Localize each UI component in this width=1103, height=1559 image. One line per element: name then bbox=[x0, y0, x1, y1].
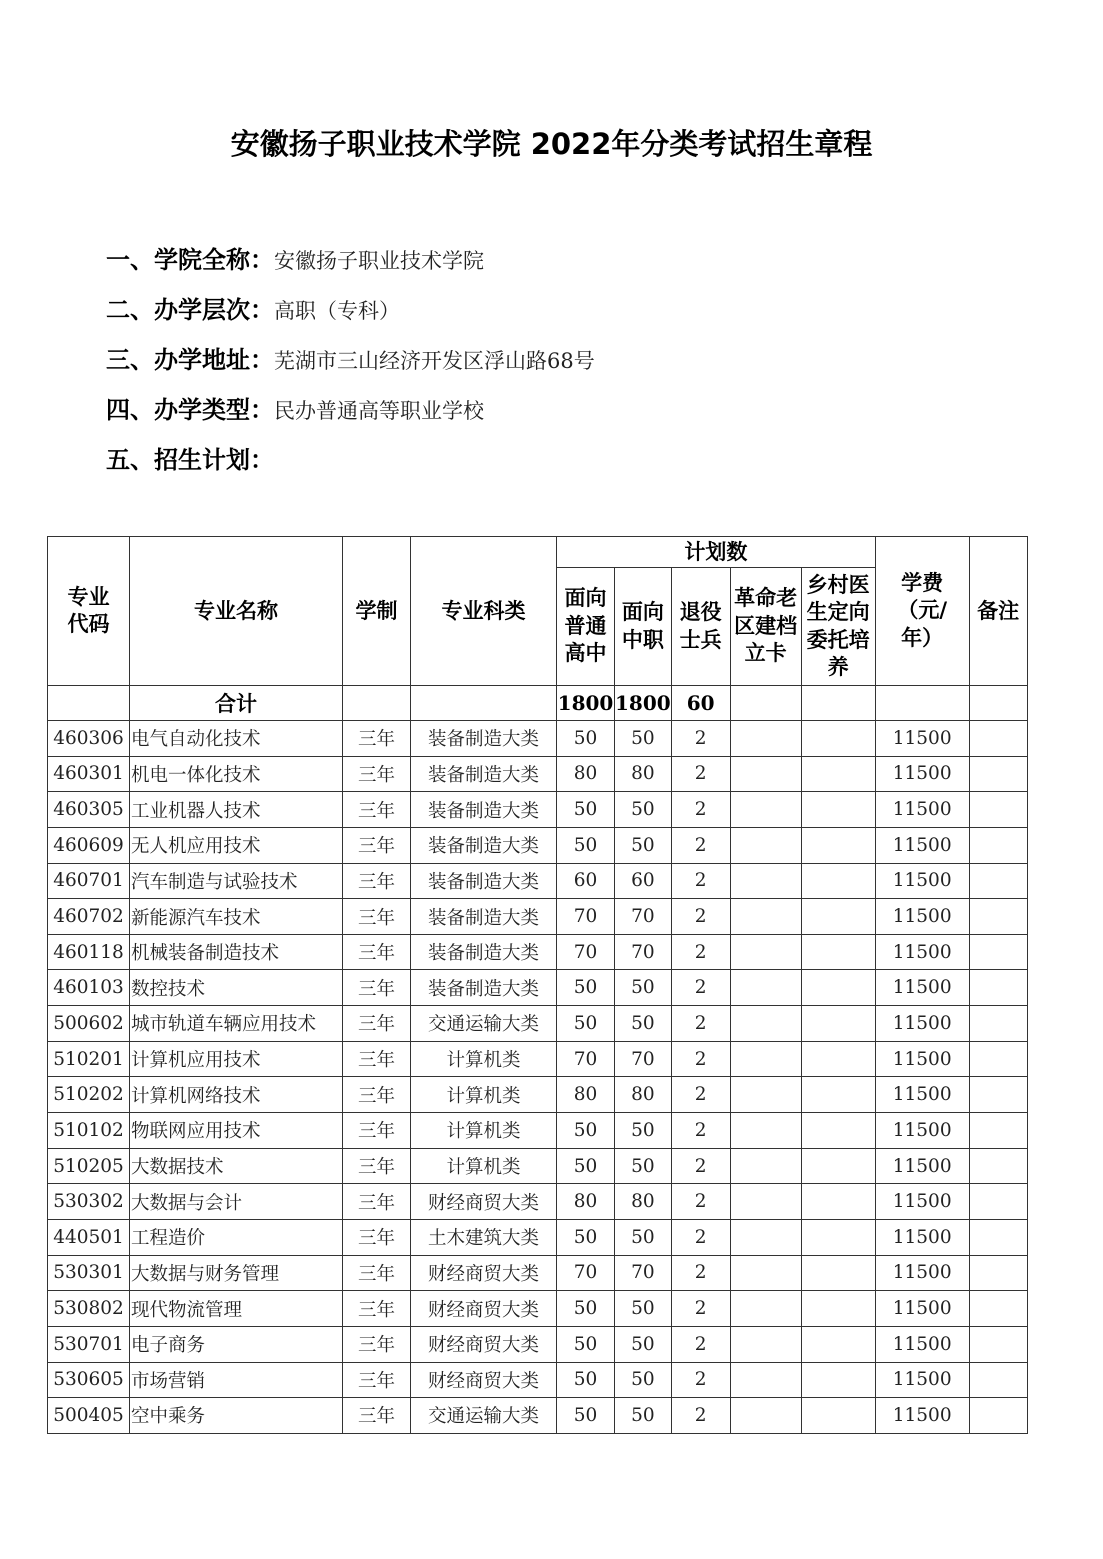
cell-category: 计算机类 bbox=[411, 1041, 557, 1077]
cell-duration: 三年 bbox=[343, 721, 411, 757]
header-category: 专业科类 bbox=[411, 537, 557, 686]
cell-revolutionary bbox=[730, 827, 801, 863]
cell-veterans: 2 bbox=[671, 756, 730, 792]
cell-remarks bbox=[969, 756, 1027, 792]
cell-tuition: 11500 bbox=[875, 792, 969, 828]
cell-revolutionary bbox=[730, 1362, 801, 1398]
cell-general-hs: 50 bbox=[557, 1362, 615, 1398]
total-tuition bbox=[875, 686, 969, 721]
table-row bbox=[48, 1148, 1028, 1184]
cell-duration: 三年 bbox=[343, 863, 411, 899]
cell-veterans: 2 bbox=[671, 1113, 730, 1149]
total-general-hs: 1800 bbox=[557, 686, 615, 721]
cell-rural-doctor bbox=[801, 970, 875, 1006]
header-revolutionary: 革命老区建档立卡 bbox=[730, 568, 801, 686]
cell-remarks bbox=[969, 1077, 1027, 1113]
cell-duration: 三年 bbox=[343, 1326, 411, 1362]
header-general-hs: 面向普通高中 bbox=[557, 568, 615, 686]
info-value: 高职（专科） bbox=[274, 299, 400, 323]
header-name: 专业名称 bbox=[130, 537, 343, 686]
cell-remarks bbox=[969, 1184, 1027, 1220]
cell-category: 土木建筑大类 bbox=[411, 1219, 557, 1255]
total-row bbox=[48, 686, 1028, 721]
cell-general-hs: 70 bbox=[557, 1041, 615, 1077]
cell-vocational: 50 bbox=[615, 970, 672, 1006]
cell-vocational: 50 bbox=[615, 1113, 672, 1149]
table-header-row bbox=[48, 537, 1028, 568]
total-label: 合计 bbox=[130, 686, 343, 721]
cell-code: 460118 bbox=[48, 934, 130, 970]
cell-code: 510102 bbox=[48, 1113, 130, 1149]
cell-category: 财经商贸大类 bbox=[411, 1184, 557, 1220]
cell-name: 电气自动化技术 bbox=[130, 721, 343, 757]
total-revolutionary bbox=[730, 686, 801, 721]
cell-rural-doctor bbox=[801, 1148, 875, 1184]
cell-remarks bbox=[969, 1041, 1027, 1077]
cell-revolutionary bbox=[730, 1006, 801, 1042]
cell-name: 工程造价 bbox=[130, 1219, 343, 1255]
cell-code: 460301 bbox=[48, 756, 130, 792]
cell-general-hs: 50 bbox=[557, 1006, 615, 1042]
cell-revolutionary bbox=[730, 970, 801, 1006]
header-tuition: 学费（元/年） bbox=[875, 537, 969, 686]
total-category bbox=[411, 686, 557, 721]
cell-category: 计算机类 bbox=[411, 1077, 557, 1113]
header-veterans: 退役士兵 bbox=[671, 568, 730, 686]
cell-duration: 三年 bbox=[343, 827, 411, 863]
cell-category: 装备制造大类 bbox=[411, 970, 557, 1006]
cell-category: 财经商贸大类 bbox=[411, 1291, 557, 1327]
table-row bbox=[48, 1398, 1028, 1434]
info-address bbox=[106, 340, 595, 375]
cell-tuition: 11500 bbox=[875, 863, 969, 899]
cell-tuition: 11500 bbox=[875, 1113, 969, 1149]
table-row bbox=[48, 721, 1028, 757]
header-vocational: 面向中职 bbox=[615, 568, 672, 686]
cell-tuition: 11500 bbox=[875, 1077, 969, 1113]
cell-duration: 三年 bbox=[343, 1255, 411, 1291]
cell-vocational: 70 bbox=[615, 1255, 672, 1291]
cell-veterans: 2 bbox=[671, 1326, 730, 1362]
cell-veterans: 2 bbox=[671, 863, 730, 899]
cell-revolutionary bbox=[730, 1291, 801, 1327]
cell-remarks bbox=[969, 970, 1027, 1006]
cell-tuition: 11500 bbox=[875, 1041, 969, 1077]
cell-revolutionary bbox=[730, 934, 801, 970]
cell-name: 城市轨道车辆应用技术 bbox=[130, 1006, 343, 1042]
cell-category: 交通运输大类 bbox=[411, 1006, 557, 1042]
cell-revolutionary bbox=[730, 756, 801, 792]
cell-general-hs: 70 bbox=[557, 934, 615, 970]
cell-veterans: 2 bbox=[671, 1184, 730, 1220]
cell-tuition: 11500 bbox=[875, 1291, 969, 1327]
table-row bbox=[48, 1362, 1028, 1398]
cell-duration: 三年 bbox=[343, 970, 411, 1006]
table-row bbox=[48, 970, 1028, 1006]
cell-general-hs: 50 bbox=[557, 1219, 615, 1255]
cell-veterans: 2 bbox=[671, 1148, 730, 1184]
cell-category: 装备制造大类 bbox=[411, 899, 557, 935]
cell-name: 无人机应用技术 bbox=[130, 827, 343, 863]
cell-revolutionary bbox=[730, 1041, 801, 1077]
cell-vocational: 70 bbox=[615, 934, 672, 970]
table-row bbox=[48, 863, 1028, 899]
cell-code: 510201 bbox=[48, 1041, 130, 1077]
cell-duration: 三年 bbox=[343, 899, 411, 935]
cell-code: 530701 bbox=[48, 1326, 130, 1362]
cell-general-hs: 50 bbox=[557, 1326, 615, 1362]
header-code: 专业代码 bbox=[48, 537, 130, 686]
cell-rural-doctor bbox=[801, 1006, 875, 1042]
enrollment-plan-table bbox=[47, 536, 1028, 1434]
cell-code: 440501 bbox=[48, 1219, 130, 1255]
table-row bbox=[48, 934, 1028, 970]
info-value: 安徽扬子职业技术学院 bbox=[274, 249, 484, 273]
cell-duration: 三年 bbox=[343, 1113, 411, 1149]
cell-revolutionary bbox=[730, 1148, 801, 1184]
cell-general-hs: 50 bbox=[557, 1291, 615, 1327]
cell-general-hs: 80 bbox=[557, 756, 615, 792]
cell-code: 530802 bbox=[48, 1291, 130, 1327]
cell-rural-doctor bbox=[801, 1398, 875, 1434]
cell-revolutionary bbox=[730, 1113, 801, 1149]
cell-veterans: 2 bbox=[671, 1006, 730, 1042]
total-rural-doctor bbox=[801, 686, 875, 721]
cell-general-hs: 60 bbox=[557, 863, 615, 899]
table-row bbox=[48, 899, 1028, 935]
info-label: 二、办学层次： bbox=[106, 296, 274, 324]
cell-veterans: 2 bbox=[671, 792, 730, 828]
cell-remarks bbox=[969, 1219, 1027, 1255]
cell-vocational: 70 bbox=[615, 899, 672, 935]
cell-vocational: 50 bbox=[615, 1219, 672, 1255]
table-row bbox=[48, 827, 1028, 863]
cell-rural-doctor bbox=[801, 1362, 875, 1398]
cell-category: 装备制造大类 bbox=[411, 792, 557, 828]
cell-remarks bbox=[969, 1398, 1027, 1434]
cell-revolutionary bbox=[730, 792, 801, 828]
total-veterans: 60 bbox=[671, 686, 730, 721]
header-plan-group: 计划数 bbox=[557, 537, 876, 568]
cell-rural-doctor bbox=[801, 899, 875, 935]
cell-duration: 三年 bbox=[343, 1006, 411, 1042]
cell-rural-doctor bbox=[801, 756, 875, 792]
cell-rural-doctor bbox=[801, 1219, 875, 1255]
cell-name: 机电一体化技术 bbox=[130, 756, 343, 792]
cell-tuition: 11500 bbox=[875, 970, 969, 1006]
cell-general-hs: 80 bbox=[557, 1184, 615, 1220]
table-row bbox=[48, 792, 1028, 828]
table-row bbox=[48, 1291, 1028, 1327]
cell-tuition: 11500 bbox=[875, 934, 969, 970]
cell-category: 装备制造大类 bbox=[411, 863, 557, 899]
cell-name: 大数据与财务管理 bbox=[130, 1255, 343, 1291]
cell-duration: 三年 bbox=[343, 756, 411, 792]
table-row bbox=[48, 1326, 1028, 1362]
cell-general-hs: 50 bbox=[557, 1398, 615, 1434]
header-rural-doctor: 乡村医生定向委托培养 bbox=[801, 568, 875, 686]
info-type bbox=[106, 390, 484, 425]
cell-veterans: 2 bbox=[671, 1398, 730, 1434]
cell-category: 财经商贸大类 bbox=[411, 1255, 557, 1291]
cell-rural-doctor bbox=[801, 863, 875, 899]
cell-name: 新能源汽车技术 bbox=[130, 899, 343, 935]
cell-veterans: 2 bbox=[671, 934, 730, 970]
cell-vocational: 50 bbox=[615, 1148, 672, 1184]
cell-revolutionary bbox=[730, 721, 801, 757]
cell-revolutionary bbox=[730, 899, 801, 935]
cell-vocational: 50 bbox=[615, 1006, 672, 1042]
cell-rural-doctor bbox=[801, 1255, 875, 1291]
info-label: 三、办学地址： bbox=[106, 346, 274, 374]
cell-name: 汽车制造与试验技术 bbox=[130, 863, 343, 899]
cell-general-hs: 50 bbox=[557, 721, 615, 757]
cell-code: 510205 bbox=[48, 1148, 130, 1184]
cell-vocational: 50 bbox=[615, 1362, 672, 1398]
cell-name: 机械装备制造技术 bbox=[130, 934, 343, 970]
info-college-name bbox=[106, 240, 484, 275]
cell-duration: 三年 bbox=[343, 934, 411, 970]
cell-name: 空中乘务 bbox=[130, 1398, 343, 1434]
table-row bbox=[48, 1077, 1028, 1113]
cell-duration: 三年 bbox=[343, 1291, 411, 1327]
table-row bbox=[48, 1113, 1028, 1149]
cell-vocational: 50 bbox=[615, 827, 672, 863]
cell-remarks bbox=[969, 721, 1027, 757]
info-label: 五、招生计划： bbox=[106, 446, 274, 474]
cell-tuition: 11500 bbox=[875, 1362, 969, 1398]
info-level bbox=[106, 290, 400, 325]
info-value: 民办普通高等职业学校 bbox=[274, 399, 484, 423]
table-row bbox=[48, 1219, 1028, 1255]
cell-tuition: 11500 bbox=[875, 899, 969, 935]
cell-duration: 三年 bbox=[343, 1398, 411, 1434]
total-vocational: 1800 bbox=[615, 686, 672, 721]
cell-rural-doctor bbox=[801, 934, 875, 970]
cell-revolutionary bbox=[730, 1184, 801, 1220]
cell-duration: 三年 bbox=[343, 1077, 411, 1113]
cell-revolutionary bbox=[730, 1398, 801, 1434]
cell-veterans: 2 bbox=[671, 1255, 730, 1291]
cell-veterans: 2 bbox=[671, 899, 730, 935]
cell-veterans: 2 bbox=[671, 1077, 730, 1113]
cell-vocational: 60 bbox=[615, 863, 672, 899]
cell-remarks bbox=[969, 899, 1027, 935]
cell-category: 交通运输大类 bbox=[411, 1398, 557, 1434]
cell-code: 460702 bbox=[48, 899, 130, 935]
cell-veterans: 2 bbox=[671, 970, 730, 1006]
cell-remarks bbox=[969, 1362, 1027, 1398]
cell-rural-doctor bbox=[801, 1184, 875, 1220]
cell-name: 工业机器人技术 bbox=[130, 792, 343, 828]
info-label: 一、学院全称： bbox=[106, 246, 274, 274]
cell-code: 530302 bbox=[48, 1184, 130, 1220]
info-plan bbox=[106, 440, 274, 475]
cell-veterans: 2 bbox=[671, 721, 730, 757]
cell-tuition: 11500 bbox=[875, 827, 969, 863]
cell-name: 计算机网络技术 bbox=[130, 1077, 343, 1113]
cell-name: 数控技术 bbox=[130, 970, 343, 1006]
page-title: 安徽扬子职业技术学院 2022年分类考试招生章程 bbox=[230, 127, 873, 161]
table-row bbox=[48, 756, 1028, 792]
cell-code: 460701 bbox=[48, 863, 130, 899]
cell-vocational: 80 bbox=[615, 1077, 672, 1113]
cell-remarks bbox=[969, 792, 1027, 828]
cell-remarks bbox=[969, 1006, 1027, 1042]
cell-vocational: 80 bbox=[615, 756, 672, 792]
cell-general-hs: 50 bbox=[557, 827, 615, 863]
cell-tuition: 11500 bbox=[875, 1255, 969, 1291]
cell-name: 电子商务 bbox=[130, 1326, 343, 1362]
cell-revolutionary bbox=[730, 1255, 801, 1291]
cell-remarks bbox=[969, 1291, 1027, 1327]
cell-rural-doctor bbox=[801, 1291, 875, 1327]
cell-remarks bbox=[969, 934, 1027, 970]
cell-code: 530301 bbox=[48, 1255, 130, 1291]
cell-remarks bbox=[969, 827, 1027, 863]
cell-veterans: 2 bbox=[671, 1041, 730, 1077]
cell-rural-doctor bbox=[801, 721, 875, 757]
cell-general-hs: 50 bbox=[557, 792, 615, 828]
cell-tuition: 11500 bbox=[875, 1006, 969, 1042]
cell-tuition: 11500 bbox=[875, 756, 969, 792]
cell-code: 500405 bbox=[48, 1398, 130, 1434]
cell-tuition: 11500 bbox=[875, 1326, 969, 1362]
cell-rural-doctor bbox=[801, 792, 875, 828]
cell-vocational: 50 bbox=[615, 1398, 672, 1434]
cell-tuition: 11500 bbox=[875, 1219, 969, 1255]
cell-veterans: 2 bbox=[671, 1291, 730, 1327]
cell-revolutionary bbox=[730, 1219, 801, 1255]
cell-tuition: 11500 bbox=[875, 721, 969, 757]
cell-category: 计算机类 bbox=[411, 1148, 557, 1184]
cell-rural-doctor bbox=[801, 1041, 875, 1077]
cell-duration: 三年 bbox=[343, 1041, 411, 1077]
cell-revolutionary bbox=[730, 1326, 801, 1362]
cell-general-hs: 70 bbox=[557, 899, 615, 935]
cell-category: 财经商贸大类 bbox=[411, 1362, 557, 1398]
cell-code: 510202 bbox=[48, 1077, 130, 1113]
cell-duration: 三年 bbox=[343, 1219, 411, 1255]
cell-rural-doctor bbox=[801, 1077, 875, 1113]
cell-duration: 三年 bbox=[343, 1362, 411, 1398]
cell-code: 460103 bbox=[48, 970, 130, 1006]
cell-vocational: 50 bbox=[615, 1326, 672, 1362]
header-duration: 学制 bbox=[343, 537, 411, 686]
table-row bbox=[48, 1041, 1028, 1077]
header-remarks: 备注 bbox=[969, 537, 1027, 686]
cell-code: 460306 bbox=[48, 721, 130, 757]
cell-vocational: 50 bbox=[615, 792, 672, 828]
table-row bbox=[48, 1255, 1028, 1291]
cell-category: 装备制造大类 bbox=[411, 721, 557, 757]
info-value: 芜湖市三山经济开发区浮山路68号 bbox=[274, 349, 595, 373]
cell-name: 大数据与会计 bbox=[130, 1184, 343, 1220]
cell-category: 装备制造大类 bbox=[411, 934, 557, 970]
cell-code: 530605 bbox=[48, 1362, 130, 1398]
cell-veterans: 2 bbox=[671, 1219, 730, 1255]
cell-name: 计算机应用技术 bbox=[130, 1041, 343, 1077]
cell-remarks bbox=[969, 863, 1027, 899]
cell-vocational: 50 bbox=[615, 1291, 672, 1327]
cell-revolutionary bbox=[730, 1077, 801, 1113]
cell-tuition: 11500 bbox=[875, 1398, 969, 1434]
cell-general-hs: 50 bbox=[557, 970, 615, 1006]
total-remarks bbox=[969, 686, 1027, 721]
cell-code: 460305 bbox=[48, 792, 130, 828]
cell-tuition: 11500 bbox=[875, 1184, 969, 1220]
cell-remarks bbox=[969, 1326, 1027, 1362]
cell-tuition: 11500 bbox=[875, 1148, 969, 1184]
cell-rural-doctor bbox=[801, 827, 875, 863]
cell-category: 装备制造大类 bbox=[411, 756, 557, 792]
cell-remarks bbox=[969, 1255, 1027, 1291]
cell-general-hs: 70 bbox=[557, 1255, 615, 1291]
cell-duration: 三年 bbox=[343, 1184, 411, 1220]
cell-revolutionary bbox=[730, 863, 801, 899]
total-duration bbox=[343, 686, 411, 721]
cell-rural-doctor bbox=[801, 1113, 875, 1149]
cell-duration: 三年 bbox=[343, 1148, 411, 1184]
cell-vocational: 70 bbox=[615, 1041, 672, 1077]
cell-name: 现代物流管理 bbox=[130, 1291, 343, 1327]
table-row bbox=[48, 1184, 1028, 1220]
cell-name: 市场营销 bbox=[130, 1362, 343, 1398]
cell-category: 计算机类 bbox=[411, 1113, 557, 1149]
cell-remarks bbox=[969, 1148, 1027, 1184]
cell-duration: 三年 bbox=[343, 792, 411, 828]
cell-category: 装备制造大类 bbox=[411, 827, 557, 863]
cell-name: 物联网应用技术 bbox=[130, 1113, 343, 1149]
cell-veterans: 2 bbox=[671, 1362, 730, 1398]
cell-name: 大数据技术 bbox=[130, 1148, 343, 1184]
cell-remarks bbox=[969, 1113, 1027, 1149]
cell-code: 500602 bbox=[48, 1006, 130, 1042]
table-row bbox=[48, 1006, 1028, 1042]
cell-rural-doctor bbox=[801, 1326, 875, 1362]
cell-general-hs: 80 bbox=[557, 1077, 615, 1113]
cell-veterans: 2 bbox=[671, 827, 730, 863]
cell-vocational: 80 bbox=[615, 1184, 672, 1220]
cell-general-hs: 50 bbox=[557, 1113, 615, 1149]
cell-vocational: 50 bbox=[615, 721, 672, 757]
cell-general-hs: 50 bbox=[557, 1148, 615, 1184]
total-code bbox=[48, 686, 130, 721]
cell-category: 财经商贸大类 bbox=[411, 1326, 557, 1362]
cell-code: 460609 bbox=[48, 827, 130, 863]
info-label: 四、办学类型： bbox=[106, 396, 274, 424]
